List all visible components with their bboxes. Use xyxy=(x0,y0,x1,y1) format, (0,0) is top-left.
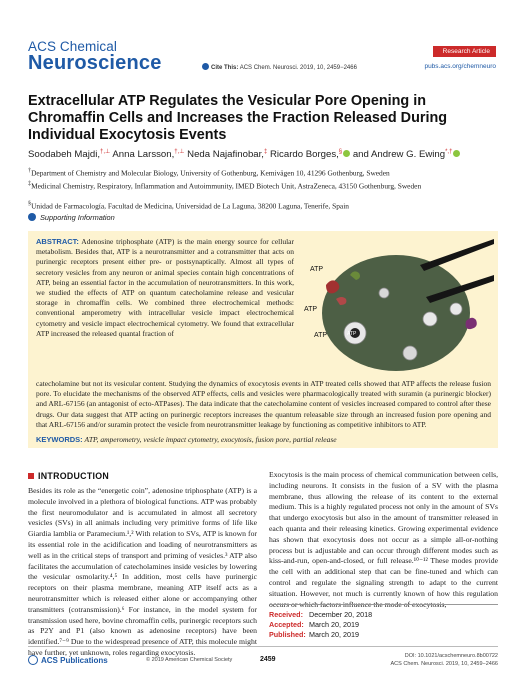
affiliation xyxy=(28,199,496,211)
doi-link[interactable]: DOI: 10.1021/acschemneuro.8b00722 xyxy=(404,653,498,659)
section-heading-introduction xyxy=(28,471,109,481)
atp-label: ATP xyxy=(347,331,357,337)
author-affil-mark: § xyxy=(338,149,343,155)
date-value: March 20, 2019 xyxy=(309,620,359,629)
publication-dates xyxy=(269,604,498,640)
vesicle xyxy=(450,303,462,315)
date-row xyxy=(269,610,498,620)
author-name[interactable]: Anna Larsson, xyxy=(112,149,175,161)
affiliation-mark: § xyxy=(28,201,32,207)
keywords xyxy=(36,435,491,445)
publisher-name: ACS Publications xyxy=(41,656,108,665)
toc-graphic xyxy=(300,235,494,375)
supporting-info-link[interactable] xyxy=(28,213,115,222)
acs-logo-icon xyxy=(28,655,38,665)
author-name[interactable]: and Andrew G. Ewing xyxy=(352,149,446,161)
supporting-info-label: Supporting Information xyxy=(40,213,115,222)
atp-label: ATP xyxy=(304,306,318,313)
vesicle xyxy=(403,346,417,360)
affiliation xyxy=(28,166,496,178)
author-name[interactable]: Ricardo Borges, xyxy=(270,149,339,161)
author-name[interactable]: Neda Najafinobar, xyxy=(187,149,264,161)
author-name[interactable]: Soodabeh Majdi, xyxy=(28,149,101,161)
journal-name-top: ACS Chemical xyxy=(28,39,117,54)
date-value: March 20, 2019 xyxy=(309,630,359,639)
abstract-text-wrapped xyxy=(36,237,294,339)
page-number: 2459 xyxy=(260,656,276,663)
author-affil-mark: †,⊥ xyxy=(174,149,185,155)
publisher-logo[interactable] xyxy=(28,655,108,665)
cite-reference: ACS Chem. Neurosci. 2019, 10, 2459−2466 xyxy=(239,65,357,71)
body-text-right-column: Exocytosis is the main process of chemical communication between cells, including neurons. It consists in the fusion of a SV with the plasma membrane, thus allowing the release of its content to the external medium. This is a highly regulated process not only in the amount of SVs that undergo exocytosis but also in the amount of transmitter released in each quanta and their releasing kinetics. Growing experimental evidence has shown that exocytosis does not occur as a simple all-or-nothing process but is adjustable and can occur through different modes such as kiss-and-run, open-and-closed, or full release.¹⁰⁻¹² These modes provide the cell with an additional step that can be fine-tuned and which can control and regulate the signaling strength to adapt to the current situation. However, not much is currently known of how this regulation occurs or which factors influence the mode of exocytosis, xyxy=(269,470,498,609)
orcid-icon[interactable] xyxy=(343,150,350,157)
journal-logo[interactable] xyxy=(28,40,162,73)
atp-label: ATP xyxy=(310,266,324,273)
abstract-body-1: Adenosine triphosphate (ATP) is the main energy source for cellular metabolism. Besides that, ATP is a neurotransmitter and a cotransmitter that acts on purinergic receptors present either pre- or postsynaptically. Almost all types of secretory vesicles from any neuron or animal species contain high concentrations of ATP, being an essential factor in the accumulation of neurotransmitters. In this work, we studied the effects of ATP on quantum catecholamine release and vesicular storage in chromaffin cells. We combined three electrochemical methods: conventional amperometry with intracellular vesicle impact electrochemical cytometry and vesicle impact electrochemical cytometry. We found that extracellular ATP increased the released quantal fraction of xyxy=(36,237,294,338)
citation-reference: ACS Chem. Neurosci. 2019, 10, 2459−2466 xyxy=(390,660,498,667)
body-text-left-column: Besides its role as the “energetic coin”, adenosine triphosphate (ATP) is a molecule involved in a plethora of biological functions. ATP was probably the first neuromodulator and is accumulated in almost all secretory vesicles (SVs) in all animals including very primitive forms of life like Giardia lamblia or Paramecium.¹,² With relation to SVs, ATP is known for its essential role in the acidification and loading of neurotransmitters as well as in the critical steps of transport and priming of vesicles.³ ATP also facilitates the accumulation of catecholamines inside vesicles by lowering the vesicular osmolarity.⁴,⁵ In addition, most cells have purinergic receptors on their plasma membrane, meaning ATP itself acts as a neurotransmitter which is released either alone or accompanying other transmitters (cotransmission).⁶ For instance, in the model system for transmission used here, bovine chromaffin cells, purinergic receptors such as P2Y and P1 (also known as adenosine receptors) have been identified.⁷⁻⁹ Due to the widespread presence of ATP, this molecule might have further, yet unknown, roles regarding exocytosis. xyxy=(28,486,257,657)
date-value: December 20, 2018 xyxy=(309,610,373,619)
keywords-label: KEYWORDS: xyxy=(36,435,83,444)
affiliation-text: Department of Chemistry and Molecular Biology, University of Gothenburg, Kemivägen 10, 41296 Gothenburg, Sweden xyxy=(31,168,390,178)
abstract-text-full: catecholamine but not its vesicular content. Studying the dynamics of exocytosis events in ATP treated cells showed that ATP affects the release fusion pore. To elucidate the mechanisms of the observed ATP effects, cells and vesicles were pharmacologically treated with suramin (a purinergic blocker) and ARL-67156 (an antagonist of ecto-ATPases). The data indicate that the catecholamine content of vesicles increased compared to control after these drugs. Our data suggest that ATP acting on purinergic receptors increases the quantum releasable size through an increased fusion pore opening and that ARL-67156 and/or suramin protect the vesicle from neurotransmitter leakage by functioning as competitive inhibitors to ATP. xyxy=(36,379,491,429)
affiliation-text: Medicinal Chemistry, Respiratory, Inflammation and Autoimmunity, IMED Biotech Unit, AstraZeneca, 43150 Gothenburg, Sweden xyxy=(31,181,422,191)
section-marker-icon xyxy=(28,473,34,479)
doi-block xyxy=(391,653,498,668)
date-label: Published: xyxy=(269,630,306,639)
date-label: Received: xyxy=(269,610,303,619)
cite-label: Cite This: xyxy=(211,65,239,71)
section-heading-text: INTRODUCTION xyxy=(38,471,110,481)
article-type-badge: Research Article xyxy=(433,46,496,57)
author-affil-mark: †,⊥ xyxy=(100,149,111,155)
date-row xyxy=(269,620,498,630)
affiliation xyxy=(28,179,496,191)
date-row xyxy=(269,630,498,640)
abstract-box xyxy=(28,231,498,448)
keywords-list: ATP, amperometry, vesicle impact cytometry, exocytosis, fusion pore, partial release xyxy=(84,435,337,444)
affiliation-mark: † xyxy=(28,168,32,174)
affiliation-text: Unidad de Farmacología, Facultad de Medicina, Universidad de La Laguna, 38200 Laguna, Tenerife, Spain xyxy=(31,201,349,211)
journal-header xyxy=(28,40,496,78)
vesicle xyxy=(423,312,437,326)
affiliation-mark: ‡ xyxy=(28,181,32,187)
atp-label: ATP xyxy=(314,332,328,339)
orcid-icon[interactable] xyxy=(453,150,460,157)
copyright: © 2019 American Chemical Society xyxy=(146,657,233,663)
abstract-label: ABSTRACT: xyxy=(36,237,79,246)
journal-name-bottom: Neuroscience xyxy=(28,51,162,74)
author-affil-mark: ‡ xyxy=(263,149,268,155)
journal-url-link[interactable]: pubs.acs.org/chemneuro xyxy=(424,63,496,70)
article-title: Extracellular ATP Regulates the Vesicular Pore Opening in Chromaffin Cells and Increases the Fraction Released During Individual Exocytosis Events xyxy=(28,93,448,143)
electrode-top xyxy=(420,239,494,271)
chromaffin-cell xyxy=(322,255,470,371)
vesicle xyxy=(379,288,389,298)
page-footer xyxy=(28,646,498,670)
cite-icon xyxy=(202,63,209,70)
date-label: Accepted: xyxy=(269,620,304,629)
author-affil-mark: *,† xyxy=(445,149,453,155)
cite-this[interactable] xyxy=(202,63,357,71)
supporting-info-icon xyxy=(28,213,36,221)
author-list xyxy=(28,148,498,160)
